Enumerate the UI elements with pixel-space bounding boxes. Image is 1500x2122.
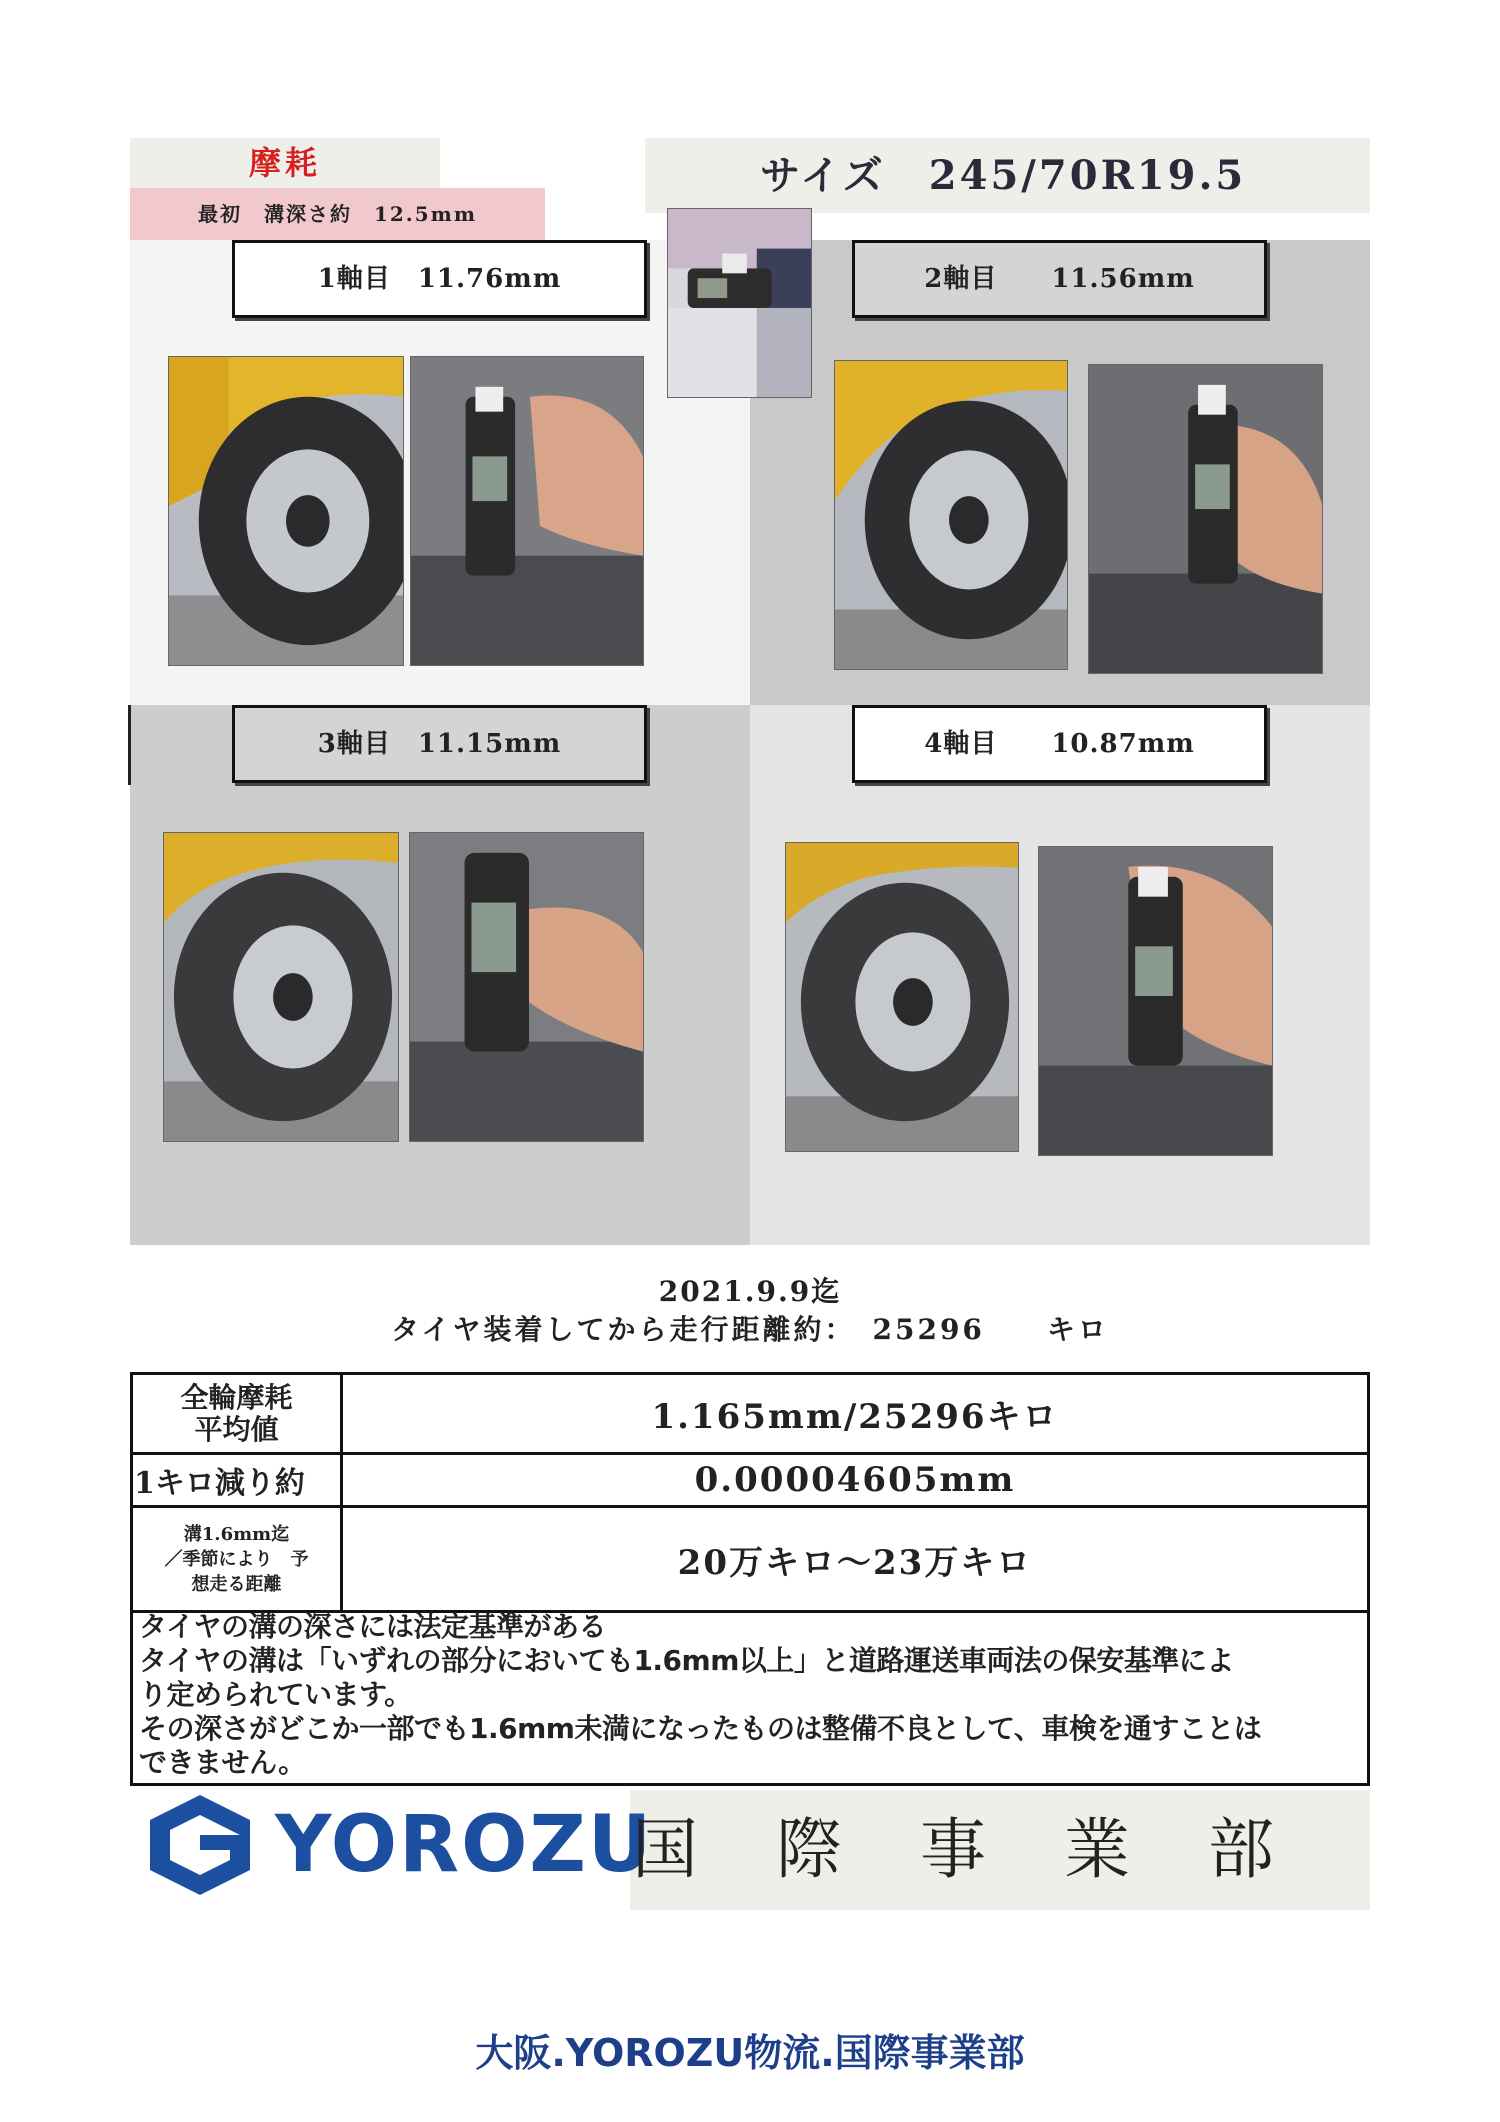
per-km-value: 0.00004605mm [342,1454,1369,1507]
est-distance-header-line2: ／季節により 予 [164,1548,309,1570]
axle-2-gauge-photo [1088,364,1323,674]
wear-stats-table [130,1372,1370,1613]
wear-label: 摩耗 [248,144,321,182]
axle-1-tire-photo [168,356,404,666]
measurement-date: 2021.9.9迄 [658,1275,842,1308]
axle-3-label: 3軸目 11.15mm [232,705,647,783]
avg-wear-header-line1: 全輪摩耗 [180,1380,293,1414]
est-distance-value: 20万キロ～23万キロ [342,1507,1369,1612]
avg-wear-value: 1.165mm/25296キロ [342,1374,1369,1454]
company-footer: 大阪.YOROZU物流.国際事業部 [475,2031,1025,2075]
table-row [132,1454,1369,1507]
axle-1-gauge-photo [410,356,644,666]
per-km-header: 1キロ減り約 [132,1454,342,1507]
table-header-cell [132,1507,342,1612]
axle-1-label: 1軸目 11.76mm [232,240,647,318]
note-line: り定められています。 [139,1678,412,1711]
initial-depth-label: 最初 溝深さ約 12.5mm [130,188,545,240]
est-distance-header-line1: 溝1.6mm迄 [183,1523,290,1545]
axle-4-tire-photo [785,842,1019,1152]
axle-4-gauge-photo [1038,846,1273,1156]
wear-label-box [130,138,440,188]
axle-3-tire-photo [163,832,399,1142]
tire-size-label: サイズ 245/70R19.5 [645,138,1370,213]
note-line: タイヤの溝は「いずれの部分においても1.6mm以上」と道路運送車両法の保安基準によ [139,1644,1234,1677]
axle-3-gauge-photo [409,832,644,1142]
gauge-inset-photo [667,208,812,398]
avg-wear-header-line2: 平均値 [194,1412,279,1446]
note-line: その深さがどこか一部でも1.6mm未満になったものは整備不良として、車検を通すことは [139,1712,1262,1745]
table-row [132,1374,1369,1454]
axle-2-label: 2軸目 11.56mm [852,240,1267,318]
table-header-cell [132,1374,342,1454]
axle-2-tire-photo [834,360,1068,670]
legal-notes [130,1606,1370,1786]
table-row [132,1507,1369,1612]
yorozu-logo-text: YOROZU [275,1800,654,1890]
note-line: できません。 [139,1746,306,1779]
department-name: 国際事業部 [632,1811,1352,1888]
est-distance-header-line3: 想走る距離 [191,1573,282,1595]
axle-4-label: 4軸目 10.87mm [852,705,1267,783]
panel-edge-line [128,705,131,785]
distance-travelled: タイヤ装着してから走行距離約： 25296 キロ [391,1313,1109,1346]
note-line: タイヤの溝の深さには法定基準がある [139,1610,606,1643]
